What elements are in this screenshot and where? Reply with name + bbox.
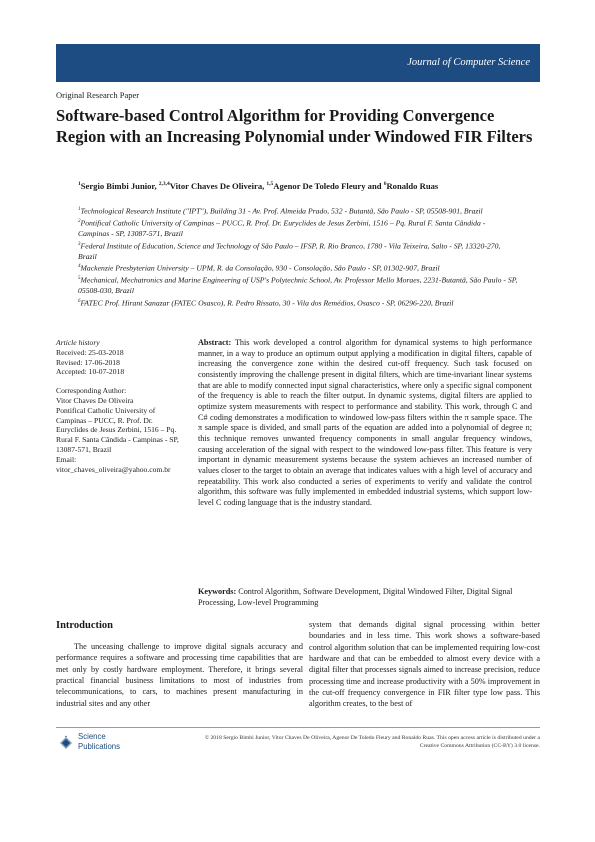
journal-name: Journal of Computer Science <box>407 57 530 68</box>
publisher-logo <box>58 732 132 754</box>
affiliation-text: Mechanical, Mechatronics and Marine Engineering of USP's Polytechnic School, Av. Professor Mello Moraes, 2231-Butantã, São Paulo - SP, 05508-030, Brazil <box>78 275 518 296</box>
affiliation-sup: 5 <box>78 276 81 282</box>
author-sup: 1,5 <box>266 181 274 188</box>
author-list: $^1$Sergio Bimbi Junior, $^{2,3,4}$Vitor Chaves De Oliveira, $^{1,5}$Agenor De Toledo Fleury and $^6$Ronaldo Ruas <box>78 181 439 191</box>
author-name: Vitor Chaves De Oliveira <box>169 181 263 191</box>
copyright-notice: © 2018 Sergio Bimbi Junior, Vitor Chaves De Oliveira, Agenor De Toledo Fleury and Ronaldo Ruas. This open access article is distributed under a Creative Commons Attribution (CC-BY) 3.0 license. <box>204 735 540 749</box>
abstract <box>198 338 532 509</box>
affiliation <box>78 205 518 217</box>
affiliation <box>78 240 518 263</box>
abstract-text: This work developed a control algorithm for dynamical systems to high performance manner, in a way to produce an optimum output applying a modification in digital filters, capable of increasing the convergence zone within the desired cut-off frequency. Such task focused on consistently improving the challenge present in digital filters, which are time-invariant linear systems that are able to modify connected input signal characteristics, where only a specific signal component of the frequency is able to reach the filter output. In dynamic systems, digital filters are applied to optimize system measurements with respect to performance and stability. This work, through C and C# coding demonstrates a modification to windowed low-pass filters within the π sample space. The π sample space is divided, and small parts of the equation are added into a polynomial of degree n; this technique removes unwanted frequency components in small angular frequency windows, causing acceleration of the signal with respect to the windowed low-pass filter. This feature is very important in dynamic measurement systems because the system achieves an increased number of values closer to the target to obtain an average that indicates values with a high level of accuracy and repeatability. This work also conducted a series of experiments to verify and validate the control algorithm, this software was fully implemented in embedded industrial systems, which support low-level C coding language that is the industry standard. <box>198 338 532 507</box>
affiliation <box>78 297 518 309</box>
author-name: Ronaldo Ruas <box>386 181 439 191</box>
history-title: Article history <box>56 338 100 347</box>
publisher-name <box>78 732 120 751</box>
affiliation-text: FATEC Prof. Hirant Sanazar (FATEC Osasco), R. Pedro Rissato, 30 - Vila dos Remédios, Osasco - SP, 06296-220, Brazil <box>80 298 454 308</box>
publisher-name-line2: Publications <box>78 741 121 751</box>
author-sup: 6 <box>383 181 387 188</box>
affiliation-sup: 6 <box>78 298 81 304</box>
corresponding-email-label: Email: <box>56 454 77 464</box>
introduction-left-column: The unceasing challenge to improve digital signals accuracy and performance requires a software and processing time capabilities that are met only by costly hardware employment. Therefore, it brings several practical financial business limitations to most of industries from telecommunications, to cars, to machines present manufacturing in industrial sites and any other <box>56 642 303 708</box>
affiliation-sup: 2 <box>78 219 81 225</box>
affiliation-list <box>78 205 518 309</box>
corresponding-email[interactable]: vitor_chaves_oliveira@yahoo.com.br <box>56 464 171 474</box>
author-name: Sergio Bimbi Junior <box>80 181 155 191</box>
author-name: Agenor De Toledo Fleury <box>273 181 366 191</box>
introduction-heading: Introduction <box>56 620 113 631</box>
affiliation <box>78 262 518 274</box>
affiliation-text: Mackenzie Presbyterian University – UPM, R. da Consolação, 930 - Consolação, São Paulo - SP, 01302-907, Brazil <box>80 263 440 273</box>
article-sidebar <box>56 338 184 474</box>
corresponding-name: Vitor Chaves De Oliveira <box>56 395 134 405</box>
corresponding-label: Corresponding Author: <box>56 386 127 396</box>
affiliation-text: Federal Institute of Education, Science and Technology of São Paulo – IFSP, R. Rio Branco, 1780 - Vila Teixeira, Salto - SP, 13320-270, Brazil <box>78 241 501 261</box>
article-type: Original Research Paper <box>56 90 140 100</box>
introduction-right-column: system that demands digital signal processing within better boundaries and in less time. This work shows a software-based control algorithm solution that can be implemented requiring low-cost hardware and that can be embedded to almost every device with a digital filter that processes signals aimed to increase precision, reduce processing time and increase productivity with a 50% improvement in the cut-off frequency convergence in FIR filter type low pass. This algorithm creates, to the best of <box>309 620 540 709</box>
publisher-name-line1: Science <box>78 732 106 741</box>
affiliation-text: Technological Research Institute ("IPT"), Building 31 - Av. Prof. Almeida Prado, 532 - Butantã, São Paulo - SP, 05508-901, Brazil <box>80 206 483 216</box>
footer-divider <box>56 727 540 728</box>
affiliation <box>78 217 518 240</box>
affiliation-text: Pontifical Catholic University of Campinas – PUCC, R. Prof. Dr. Euryclides de Jesus Zerbini, 1516 – Pq. Rural F. Santa Cândida - Campinas - SP, 13087-571, Brazil <box>78 218 486 239</box>
history-accepted: Accepted: 10-07-2018 <box>56 367 125 377</box>
keywords-text: Control Algorithm, Software Development, Digital Windowed Filter, Digital Signal Processing, Low-level Programming <box>198 587 513 607</box>
affiliation-sup: 3 <box>78 241 81 247</box>
paper-title: Software-based Control Algorithm for Providing Convergence Region with an Increasing Polynomial under Windowed FIR Filters <box>56 106 533 146</box>
affiliation-sup: 1 <box>78 207 81 212</box>
publisher-logo-icon <box>58 735 74 751</box>
corresponding-address: Pontifical Catholic University of Campinas – PUCC, R. Prof. Dr. Euryclides de Jesus Zerbini, 1516 – Pq. Rural F. Santa Cândida - Campinas - SP, 13087-571, Brazil <box>56 405 179 454</box>
journal-header-bar <box>56 44 540 82</box>
sidebar-spacer <box>56 377 184 386</box>
author-sup: 1 <box>78 181 81 188</box>
keywords-label: Keywords: <box>198 587 237 596</box>
abstract-label: Abstract: <box>198 338 232 347</box>
affiliation <box>78 274 518 297</box>
history-revised: Revised: 17-06-2018 <box>56 357 120 367</box>
affiliation-sup: 4 <box>78 264 81 270</box>
history-received: Received: 25-03-2018 <box>56 347 124 357</box>
keywords <box>198 587 532 608</box>
author-sup: 2,3,4 <box>158 181 170 188</box>
